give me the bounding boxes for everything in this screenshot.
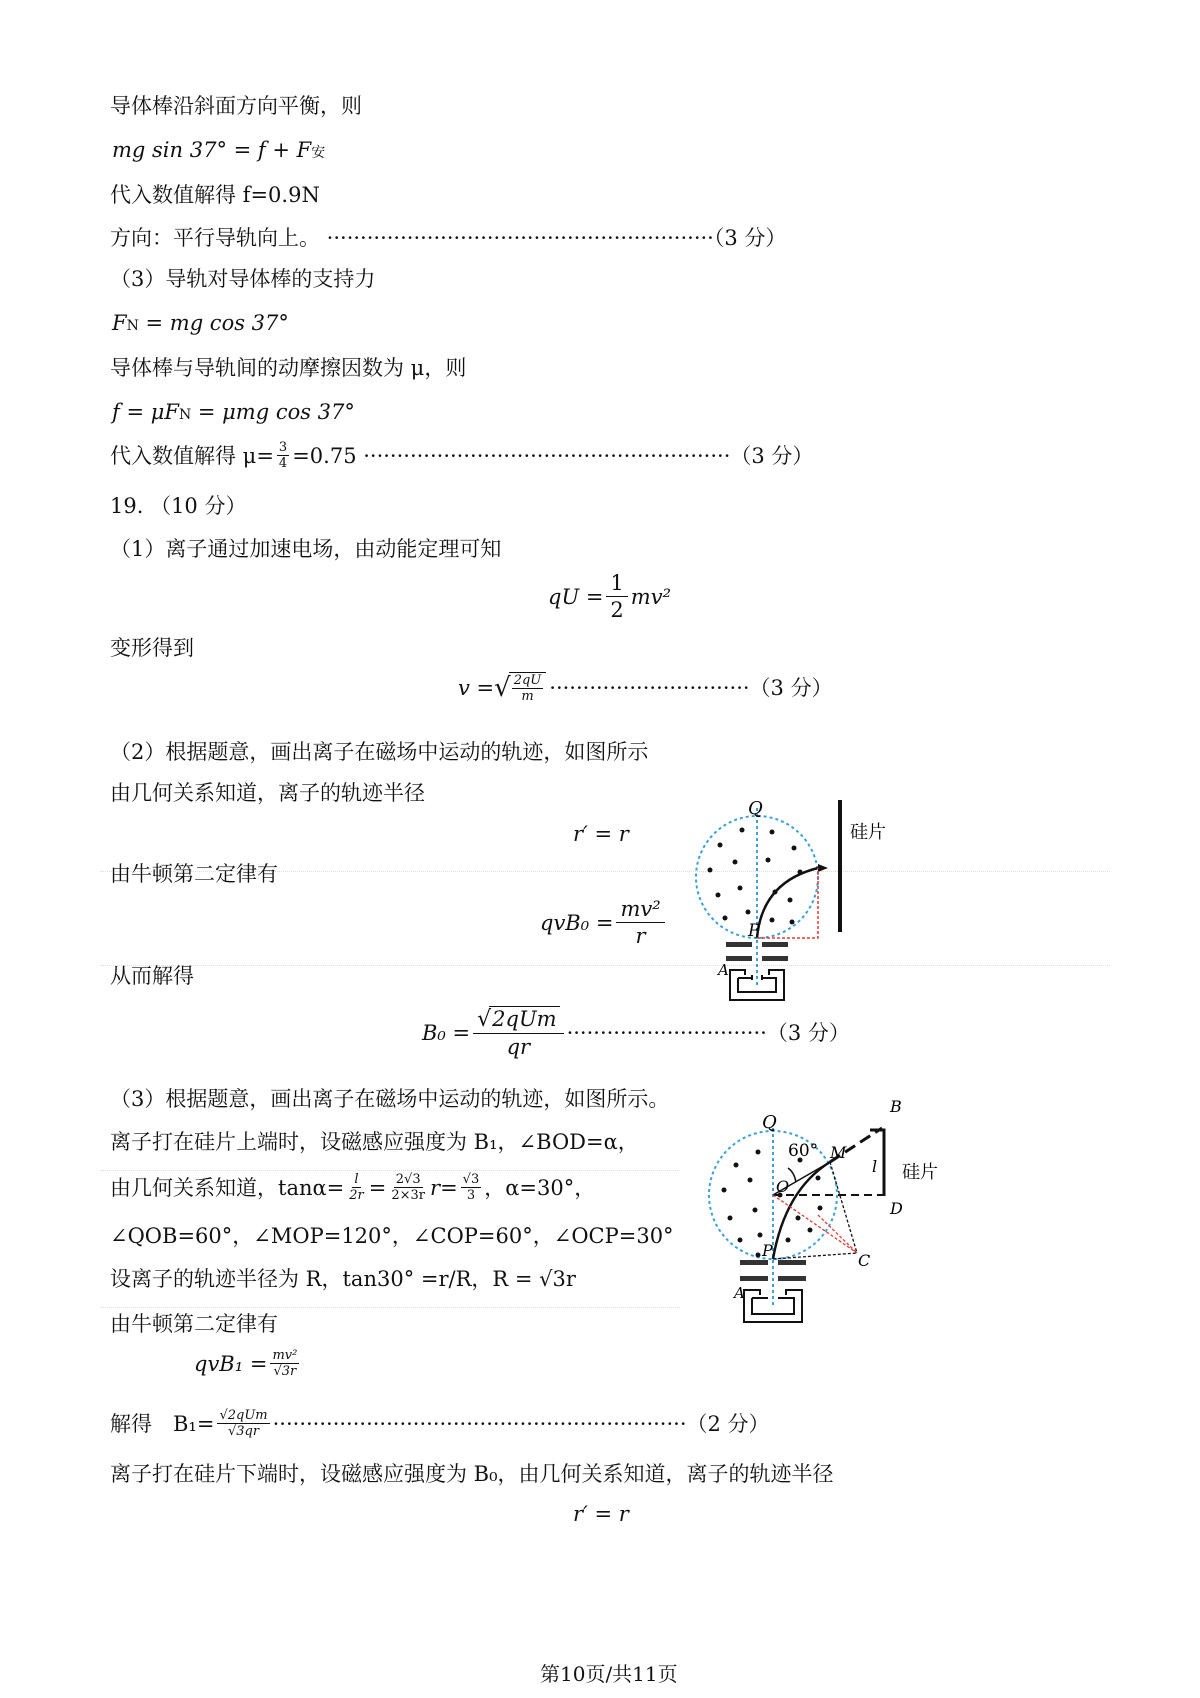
label-P: P [748, 921, 760, 941]
label-Q: Q [748, 800, 763, 819]
text-line: ∠QOB=60°，∠MOP=120°，∠COP=60°，∠OCP=30° [110, 1224, 674, 1248]
scan-line [100, 965, 1110, 966]
text-line: 由几何关系知道，离子的轨迹半径 [110, 781, 425, 805]
label-wafer: 硅片 [902, 1162, 938, 1183]
plate-left-2 [740, 1276, 768, 1281]
text-line: （3）根据题意，画出离子在磁场中运动的轨迹，如图所示。 [110, 1087, 670, 1111]
label-B: B [890, 1097, 902, 1116]
page-footer: 第10页/共11页 [540, 1662, 678, 1686]
field-dots [708, 828, 803, 925]
label-Q: Q [762, 1112, 777, 1133]
plate-left-2 [726, 956, 752, 961]
text-line: 方向：平行导轨向上。 ··························································（3 分） [110, 226, 787, 250]
equation-line: mg sin 37° = f + F安 [112, 138, 326, 162]
label-M: M [830, 1143, 847, 1162]
label-P: P [762, 1241, 773, 1260]
label-A: A [718, 961, 729, 979]
equation-radius: r′ = r [573, 822, 629, 846]
equation-velocity: v = √ $\frac{2qU}{m}$ ······························ （3 分） [458, 673, 833, 704]
label-O: O [776, 1177, 790, 1196]
plate-right [762, 942, 788, 947]
text-line: 由牛顿第二定律有 [110, 862, 278, 886]
label-A: A [734, 1284, 745, 1302]
text-line: （2）根据题意，画出离子在磁场中运动的轨迹，如图所示 [110, 740, 649, 764]
plate-left [726, 942, 752, 947]
text-line: 离子打在硅片下端时，设磁感应强度为 B₀，由几何关系知道，离子的轨迹半径 [110, 1462, 834, 1486]
equation-line: FN = mg cos 37° [112, 311, 289, 335]
plate-right-2 [762, 956, 788, 961]
ion-source [744, 1290, 802, 1322]
ion-trajectory [757, 868, 818, 938]
label-D: D [890, 1199, 903, 1218]
text-line: 由几何关系知道，tanα= $\frac{l}{2r}$ = $\frac{2√3}{2\times 3r}$ r= $\frac{√3}{3}$ ，α=30°， [110, 1172, 596, 1203]
equation-newton: qvB₀ = $\frac{\text{mv²}}{r}$ [540, 896, 668, 949]
equation-B0: B₀ = $\frac{\text{√2qUm}}{qr}$ ······························ （3 分） [422, 1007, 850, 1059]
label-l: l [872, 1157, 878, 1176]
label-angle: 60° [788, 1141, 819, 1161]
text-line: 导体棒与导轨间的动摩擦因数为 μ，则 [110, 356, 467, 380]
text-line: 由牛顿第二定律有 [110, 1312, 278, 1336]
equation-line: f = μFN = μmg cos 37° [112, 400, 355, 424]
text-line: 离子打在硅片上端时，设磁感应强度为 B₁，∠BOD=α， [110, 1130, 639, 1154]
equation-newton-B1: qvB₁ = $\frac{\text{mv²}}{√3r}$ [194, 1348, 298, 1379]
label-wafer: 硅片 [850, 822, 886, 843]
text-line: 导体棒沿斜面方向平衡，则 [110, 94, 362, 118]
text-line: 从而解得 [110, 964, 194, 988]
text-line: 变形得到 [110, 636, 194, 660]
scan-line [100, 1307, 680, 1308]
plate-left [740, 1260, 768, 1265]
scan-line [100, 1170, 680, 1171]
text-line: 代入数值解得 f=0.9N [110, 183, 320, 207]
text-line: 设离子的轨迹半径为 R，tan30° =r/R，R = √3r [110, 1267, 576, 1291]
figure-magnetic-field-1 [690, 800, 890, 1040]
text-line: 代入数值解得 μ= $\frac{3}{4}$ =0.75 ······················································· （3 分） [110, 440, 814, 471]
equation-radius: r′ = r [573, 1502, 629, 1526]
line-PC [773, 1253, 857, 1259]
plate-right [778, 1260, 806, 1265]
plate-right-2 [778, 1276, 806, 1281]
label-C: C [858, 1251, 871, 1270]
text-line: 19. （10 分） [110, 494, 247, 518]
figure-magnetic-field-2 [700, 1090, 960, 1350]
arrow-head [818, 864, 828, 872]
text-line: 解得 B₁= $\frac{\text{√2qUm}}{√3qr}$ ······························································ （2 分） [110, 1408, 770, 1439]
angle-arc [788, 1168, 796, 1182]
equation-kinetic-energy: qU = $\frac{1}{2}$ mv² [548, 571, 671, 622]
text-line: （3）导轨对导体棒的支持力 [110, 267, 376, 291]
text-line: （1）离子通过加速电场，由动能定理可知 [110, 537, 502, 561]
